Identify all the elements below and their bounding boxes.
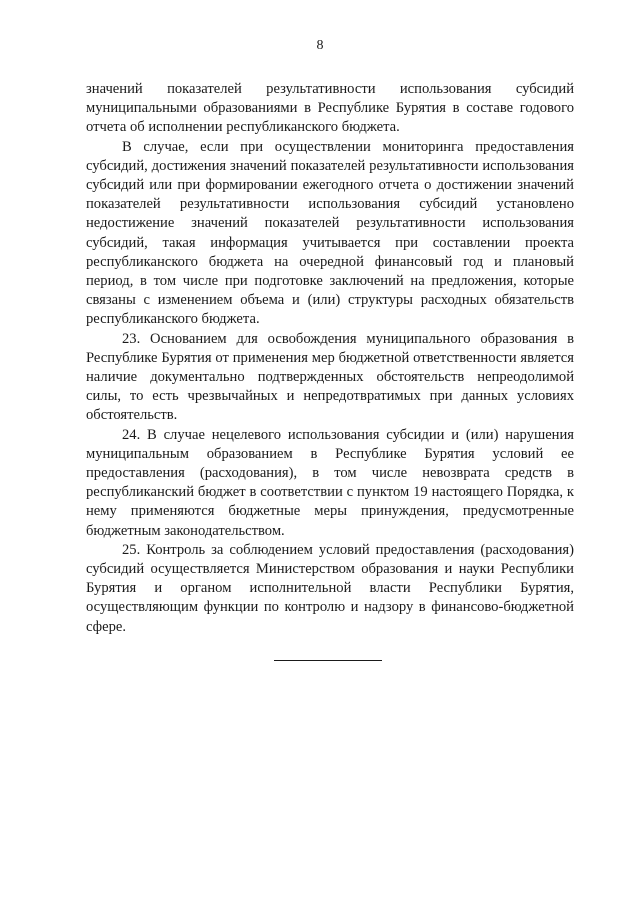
page-number: 8 (316, 38, 324, 53)
paragraph-item-24: 24. В случае нецелевого использования субсидии и (или) нарушения муниципальным образованием в Республике Бурятия условий ее предоставления (расходования), в том числе невозврата средств в республиканский бюджет в соответствии с пунктом 19 настоящего Порядка, к нему применяются бюджетные меры принуждения, предусмотренные бюджетным законодательством. (86, 426, 574, 539)
paragraph-item-25: 25. Контроль за соблюдением условий предоставления (расходования) субсидий осуществляется Министерством образования и науки Республики Бурятия и органом исполнительной власти Республики Бурятия, осуществляющим функции по контролю и надзору в финансово-бюджетной сфере. (86, 541, 574, 635)
paragraph-continuation: значений показателей результативности использования субсидий муниципальными образованиями в Республике Бурятия в составе годового отчета об исполнении республиканского бюджета. (86, 81, 574, 136)
body-text (86, 80, 574, 637)
end-of-document-rule (274, 660, 382, 661)
paragraph-monitoring: В случае, если при осуществлении мониторинга предоставления субсидий, достижения значений показателей результативности использования субсидий или при формировании ежегодного отчета о достижении значений показателей результативности использования субсидий установлено недостижение значений показателей результативности использования субсидий, такая информация учитывается при составлении проекта республиканского бюджета на очередной финансовый год и плановый период, в том числе при подготовке заключений на предложения, которые связаны с изменением объема и (или) структуры расходных обязательств республиканского бюджета. (86, 138, 574, 328)
paragraph-item-23: 23. Основанием для освобождения муниципального образования в Республике Бурятия от применения мер бюджетной ответственности является наличие документально подтвержденных обстоятельств непреодолимой силы, то есть чрезвычайных и непредотвратимых при данных условиях обстоятельств. (86, 330, 574, 424)
